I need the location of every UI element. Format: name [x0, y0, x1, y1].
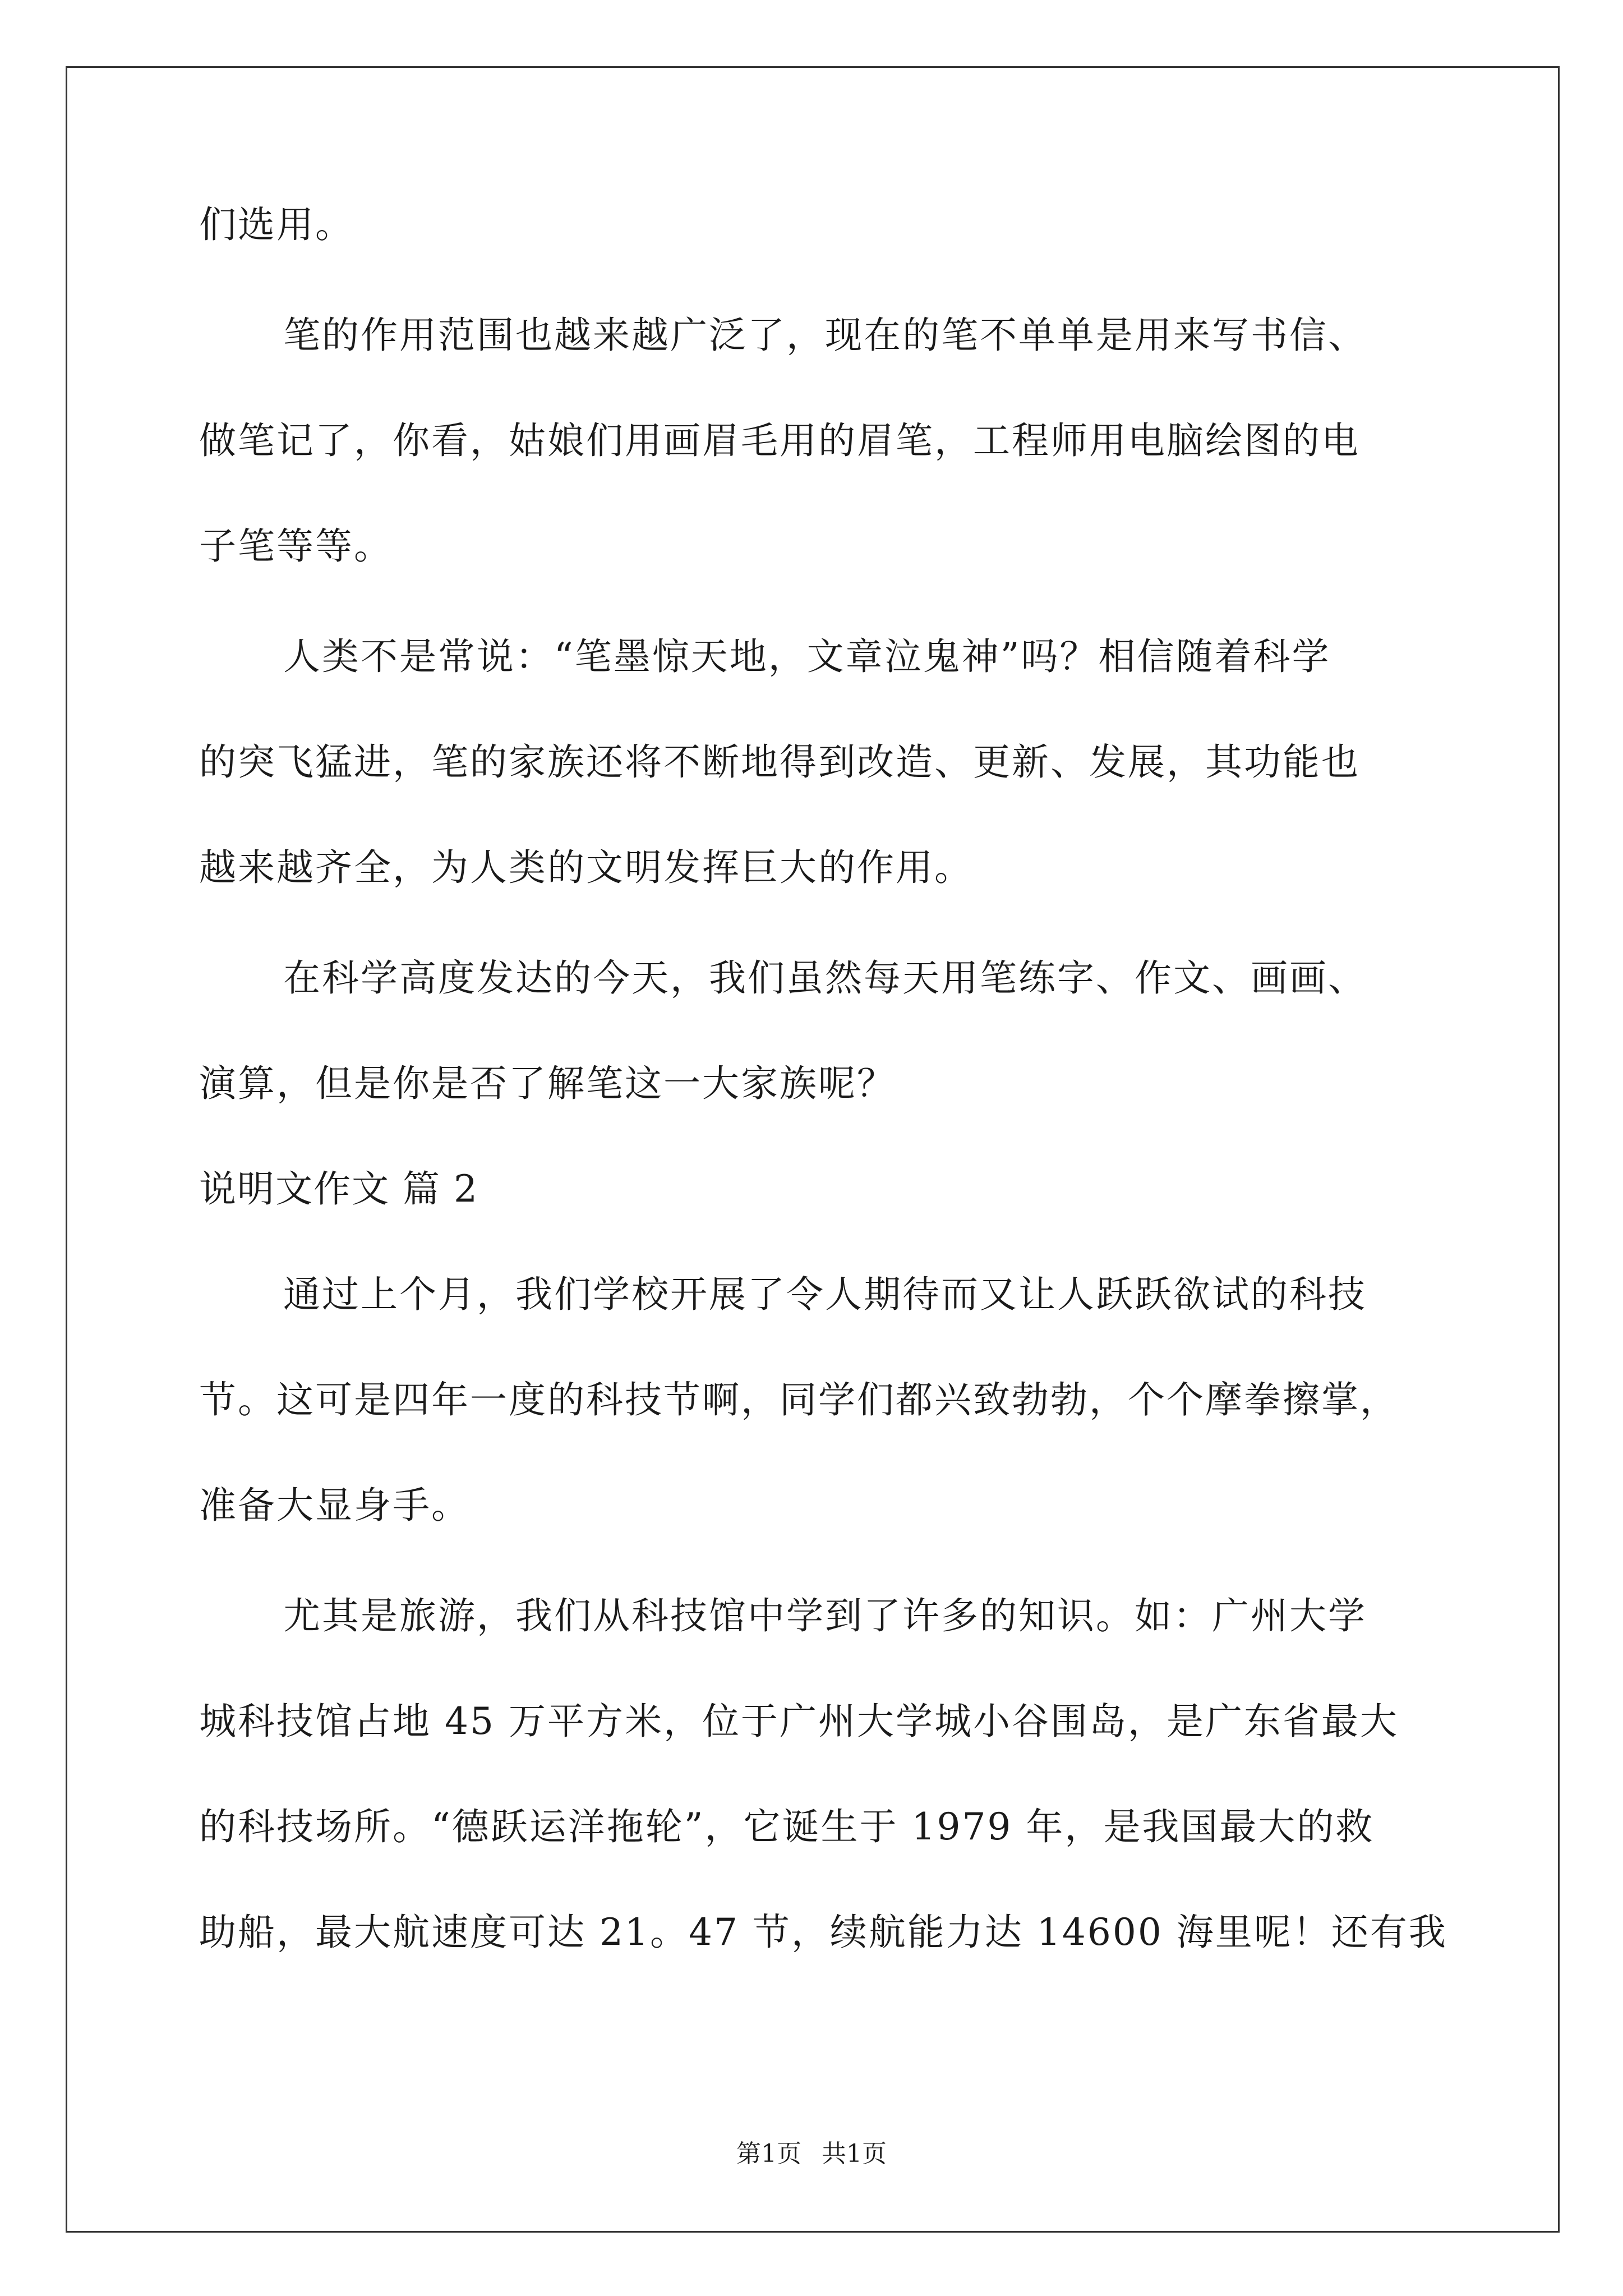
text-line: 城科技馆占地 45 万平方米，位于广州大学城小谷围岛，是广东省最大 — [199, 1700, 1399, 1743]
text-line: 子笔等等。 — [199, 524, 393, 568]
text-line: 们选用。 — [199, 203, 354, 246]
text-line: 做笔记了，你看，姑娘们用画眉毛用的眉笔，工程师用电脑绘图的电 — [199, 419, 1360, 462]
text-line: 的科技场所。“德跃运洋拖轮”，它诞生于 1979 年，是我国最大的救 — [199, 1805, 1375, 1848]
text-line: 节。这可是四年一度的科技节啊，同学们都兴致勃勃，个个摩拳擦掌， — [199, 1378, 1399, 1421]
page-number: 第1页 — [736, 2139, 801, 2168]
text-line: 准备大显身手。 — [199, 1484, 470, 1527]
text-line: 笔的作用范围也越来越广泛了，现在的笔不单单是用来写书信、 — [283, 314, 1367, 357]
page-footer — [0, 2137, 1623, 2171]
text-line: 的突飞猛进，笔的家族还将不断地得到改造、更新、发展，其功能也 — [199, 740, 1360, 784]
section-heading: 说明文作文 篇 2 — [199, 1167, 478, 1211]
text-line: 通过上个月，我们学校开展了令人期待而又让人跃跃欲试的科技 — [283, 1273, 1367, 1316]
text-line: 助船，最大航速度可达 21。47 节，续航能力达 14600 海里呢！还有我 — [199, 1911, 1447, 1954]
page-total: 共1页 — [822, 2139, 887, 2168]
text-line: 人类不是常说：“笔墨惊天地，文章泣鬼神”吗？相信随着科学 — [283, 635, 1331, 678]
text-line: 尤其是旅游，我们从科技馆中学到了许多的知识。如：广州大学 — [283, 1594, 1367, 1637]
text-line: 越来越齐全，为人类的文明发挥巨大的作用。 — [199, 846, 973, 889]
text-line: 在科学高度发达的今天，我们虽然每天用笔练字、作文、画画、 — [283, 956, 1367, 1000]
text-line: 演算，但是你是否了解笔这一大家族呢？ — [199, 1062, 896, 1105]
